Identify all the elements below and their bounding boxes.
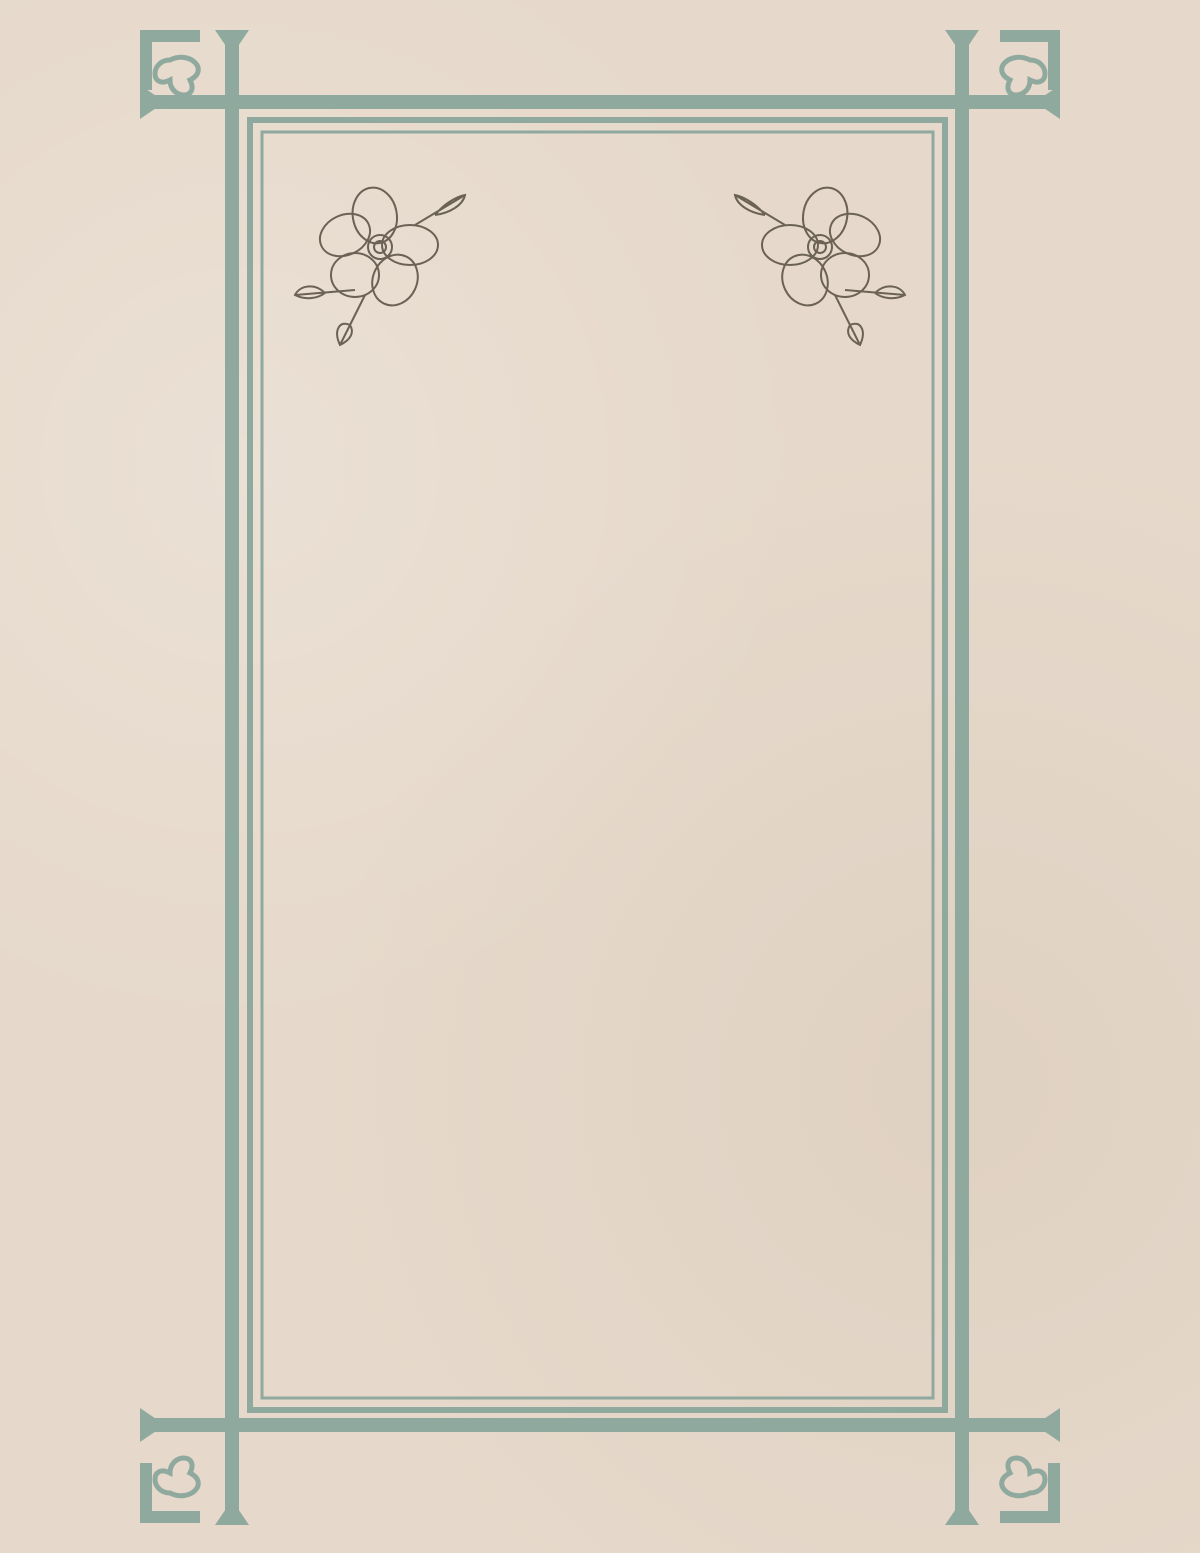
divider-ornament-icon	[388, 830, 813, 850]
divider-ornament-icon	[388, 1012, 813, 1032]
divider-ornament-icon	[388, 622, 813, 642]
menu-content	[300, 0, 900, 1553]
divider-ornament-icon	[388, 1186, 813, 1206]
